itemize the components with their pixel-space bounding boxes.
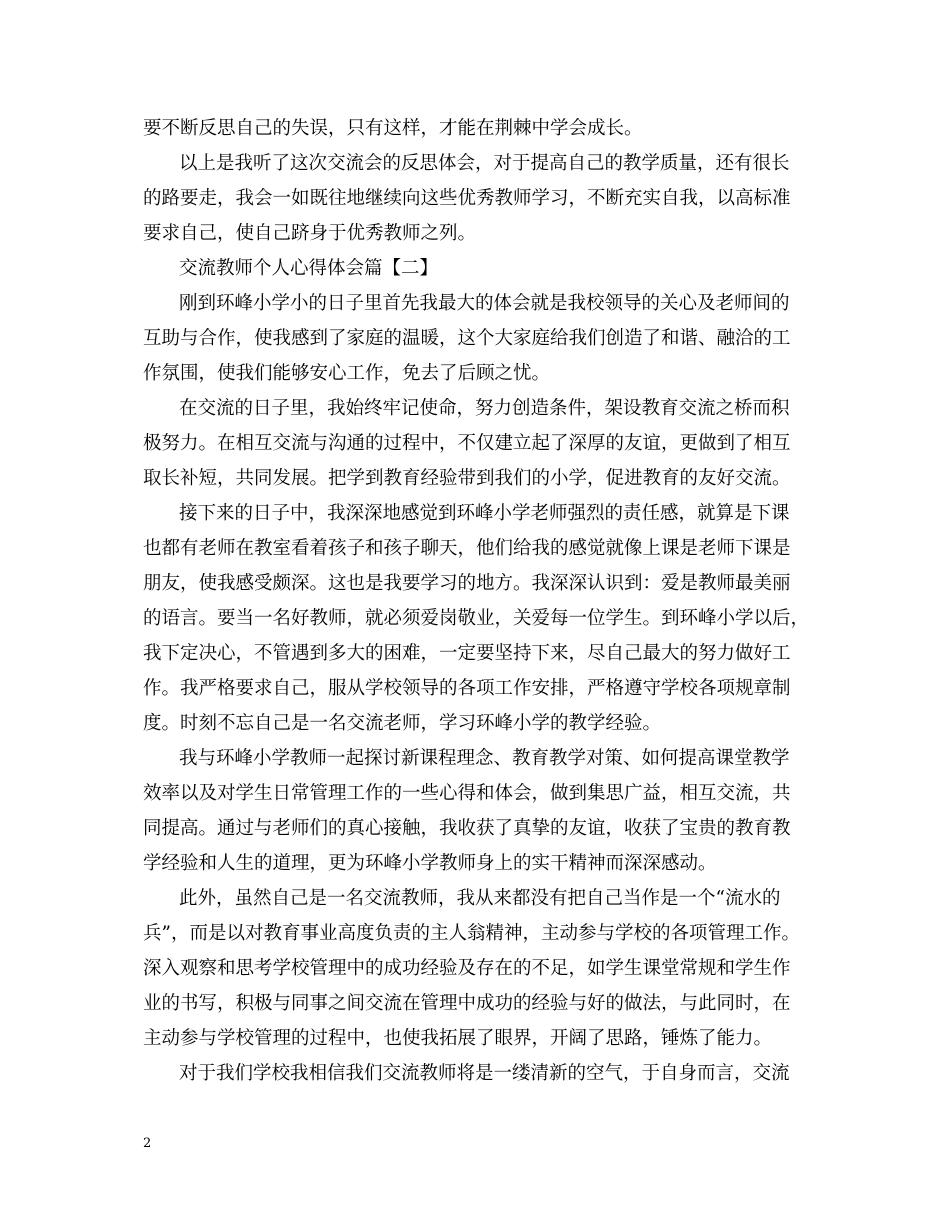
body-text-line: 互助与合作，使我感到了家庭的温暖，这个大家庭给我们创造了和谐、融洽的工 [143, 328, 791, 349]
paragraph-first-line: 以上是我听了这次交流会的反思体会，对于提高自己的教学质量，还有很长 [179, 153, 790, 174]
page-number: 2 [143, 1136, 152, 1151]
body-text-line: 效率以及对学生日常管理工作的一些心得和体会，做到集思广益，相互交流，共 [143, 783, 791, 804]
body-text-line: 极努力。在相互交流与沟通的过程中，不仅建立起了深厚的友谊，更做到了相互 [143, 433, 791, 454]
body-text-line: 朋友，使我感受颇深。这也是我要学习的地方。我深深认识到：爱是教师最美丽 [143, 573, 791, 594]
body-text-line: 的路要走，我会一如既往地继续向这些优秀教师学习，不断充实自我，以高标准 [143, 188, 791, 209]
body-text-line: 作氛围，使我们能够安心工作，免去了后顾之忧。 [143, 363, 551, 384]
body-text-line: 要求自己，使自己跻身于优秀教师之列。 [143, 223, 477, 244]
paragraph-first-line: 刚到环峰小学小的日子里首先我最大的体会就是我校领导的关心及老师间的 [179, 293, 790, 314]
body-text-line: 我下定决心，不管遇到多大的困难，一定要坚持下来，尽自己最大的努力做好工 [143, 643, 791, 664]
paragraph-first-line: 我与环峰小学教师一起探讨新课程理念、教育教学对策、如何提高课堂教学 [179, 748, 790, 769]
paragraph-first-line: 对于我们学校我相信我们交流教师将是一缕清新的空气，于自身而言，交流 [179, 1063, 790, 1084]
body-text-line: 业的书写，积极与同事之间交流在管理中成功的经验与好的做法，与此同时，在 [143, 993, 791, 1014]
paragraph-first-line: 此外，虽然自己是一名交流教师，我从来都没有把自己当作是一个“流水的 [179, 888, 781, 909]
body-text-line: 要不断反思自己的失误，只有这样，才能在荆棘中学会成长。 [143, 118, 643, 139]
body-text-line: 作。我严格要求自己，服从学校领导的各项工作安排，严格遵守学校各项规章制 [143, 678, 791, 699]
body-text-line: 的语言。要当一名好教师，就必须爱岗敬业，关爱每一位学生。到环峰小学以后， [143, 608, 810, 629]
body-text-line: 学经验和人生的道理，更为环峰小学教师身上的实干精神而深深感动。 [143, 853, 717, 874]
paragraph-first-line: 接下来的日子中，我深深地感觉到环峰小学老师强烈的责任感，就算是下课 [179, 503, 790, 524]
body-text-line: 主动参与学校管理的过程中，也使我拓展了眼界，开阔了思路，锤炼了能力。 [143, 1028, 773, 1049]
body-text-line: 度。时刻不忘自己是一名交流老师，学习环峰小学的教学经验。 [143, 713, 662, 734]
body-text-line: 同提高。通过与老师们的真心接触，我收获了真挚的友谊，收获了宝贵的教育教 [143, 818, 791, 839]
body-text-line: 深入观察和思考学校管理中的成功经验及存在的不足，如学生课堂常规和学生作 [143, 958, 791, 979]
body-text-line: 取长补短，共同发展。把学到教育经验带到我们的小学，促进教育的友好交流。 [143, 468, 791, 489]
body-text-line: 兵”，而是以对教育事业高度负责的主人翁精神，主动参与学校的各项管理工作。 [143, 923, 800, 944]
paragraph-first-line: 在交流的日子里，我始终牢记使命，努力创造条件，架设教育交流之桥而积 [179, 398, 790, 419]
section-heading: 交流教师个人心得体会篇【二】 [179, 258, 439, 279]
body-text-line: 也都有老师在教室看着孩子和孩子聊天，他们给我的感觉就像上课是老师下课是 [143, 538, 791, 559]
